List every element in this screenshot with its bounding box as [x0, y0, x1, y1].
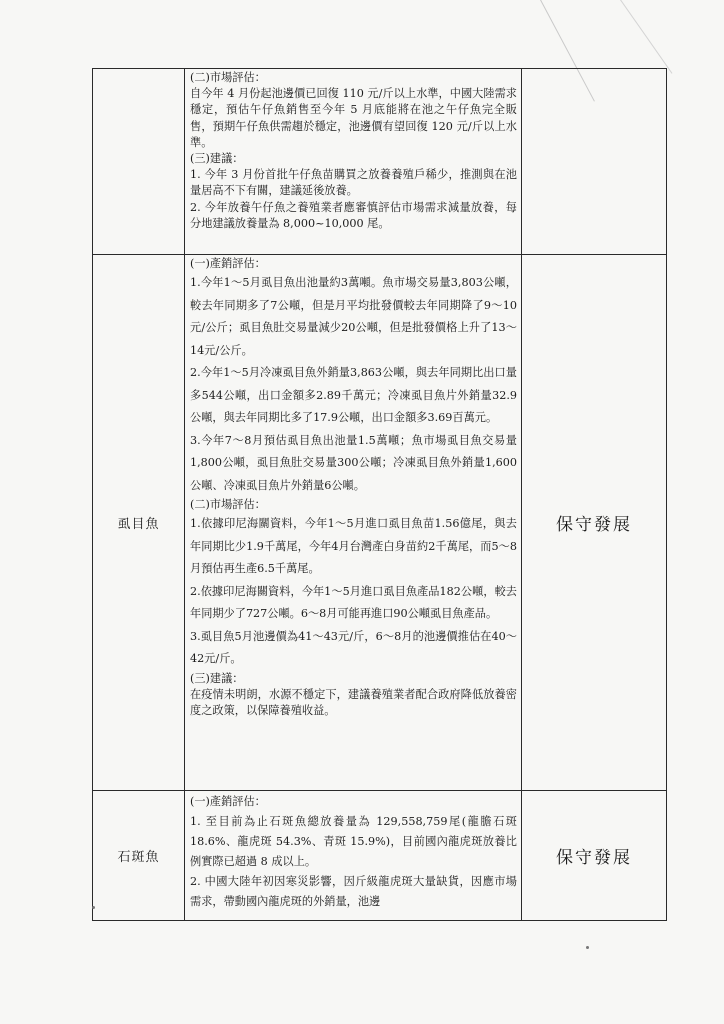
scan-artifact-line [620, 0, 672, 74]
section-item: 1.今年1～5月虱目魚出池量約3萬噸。魚市場交易量3,803公噸，較去年同期多了7公噸，但是月平均批發價較去年同期降了9～10元/公斤；虱目魚肚交易量減少20公噸，但是批發價格上升了13～14元/公斤。 [190, 276, 517, 357]
table-row-grouper [93, 791, 667, 921]
content-cell [185, 255, 522, 791]
section-item: 2. 今年放養午仔魚之養殖業者應審慎評估市場需求減量放養，每分地建議放養量為 8,000~10,000 尾。 [190, 200, 517, 230]
section-item: 1.依據印尼海關資料，今年1～5月進口虱目魚苗1.56億尾，與去年同期比少1.9千萬尾，今年4月台灣產白身苗約2千萬尾，而5～8月預估再生產6.5千萬尾。 [190, 517, 517, 576]
fish-name-cell [93, 69, 185, 255]
section-item: 3.虱目魚5月池邊價為41～43元/斤，6～8月的池邊價推估在40～42元/斤。 [190, 629, 517, 666]
section-heading: (二)市場評估： [190, 498, 266, 512]
assessment-table [92, 68, 667, 921]
fish-name-cell [93, 791, 185, 921]
section-item: 1. 至目前為止石斑魚總放養量為 129,558,759尾(龍膽石斑 18.6%、龍虎斑 54.3%、青斑 15.9%)，目前國內龍虎斑放養比例實際已超過 8 成以上。 [190, 815, 517, 868]
section-heading: (三)建議： [190, 152, 244, 166]
content-cell [185, 791, 522, 921]
strategy-cell [522, 69, 667, 255]
fish-name-cell [93, 255, 185, 791]
content-cell [185, 69, 522, 255]
section-heading: (一)產銷評估： [190, 257, 266, 270]
section-item: 1. 今年 3 月份首批午仔魚苗購買之放養養殖戶稀少，推測與在池量居高不下有關，建議延後放養。 [190, 168, 517, 198]
scan-speck [586, 946, 589, 949]
section-item: 3.今年7～8月預估虱目魚出池量1.5萬噸；魚市場虱目魚交易量1,800公噸，虱目魚肚交易量300公噸；冷凍虱目魚外銷量1,600公噸、冷凍虱目魚片外銷量6公噸。 [190, 433, 517, 492]
scan-speck [92, 906, 95, 909]
section-item: 在疫情未明朗，水源不穩定下，建議養殖業者配合政府降低放養密度之政策，以保障養殖收益。 [190, 688, 517, 718]
section-heading: (二)市場評估： [190, 71, 266, 84]
strategy-label: 保守發展 [556, 848, 632, 868]
fish-name: 虱目魚 [117, 517, 160, 532]
section-item: 2.今年1～5月冷凍虱目魚外銷量3,863公噸，與去年同期比出口量多544公噸，出口金額多2.89千萬元；冷凍虱目魚片外銷量32.9公噸，與去年同期比多了17.9公噸，出口金額多3.69百萬元。 [190, 366, 517, 425]
strategy-label: 保守發展 [556, 515, 632, 535]
section-item: 自今年 4 月份起池邊價已回復 110 元/斤以上水準，中國大陸需求穩定，預估午仔魚銷售至今年 5 月底能將在池之午仔魚完全販售，預期午仔魚供需趨於穩定，池邊價有望回復 120 元/斤以上水準。 [190, 87, 517, 149]
section-item: 2. 中國大陸年初因寒災影響，因斤級龍虎斑大量缺貨，因應市場需求，帶動國內龍虎斑的外銷量，池邊 [190, 875, 517, 908]
table-row-milkfish-continued [93, 69, 667, 255]
fish-name: 石斑魚 [117, 850, 160, 865]
section-heading: (一)產銷評估： [190, 795, 266, 808]
strategy-cell [522, 255, 667, 791]
section-heading: (三)建議： [190, 671, 244, 685]
table-row-milkfish [93, 255, 667, 791]
section-item: 2.依據印尼海關資料，今年1～5月進口虱目魚產品182公噸，較去年同期少了727公噸。6～8月可能再進口90公噸虱目魚產品。 [190, 584, 517, 621]
strategy-cell [522, 791, 667, 921]
